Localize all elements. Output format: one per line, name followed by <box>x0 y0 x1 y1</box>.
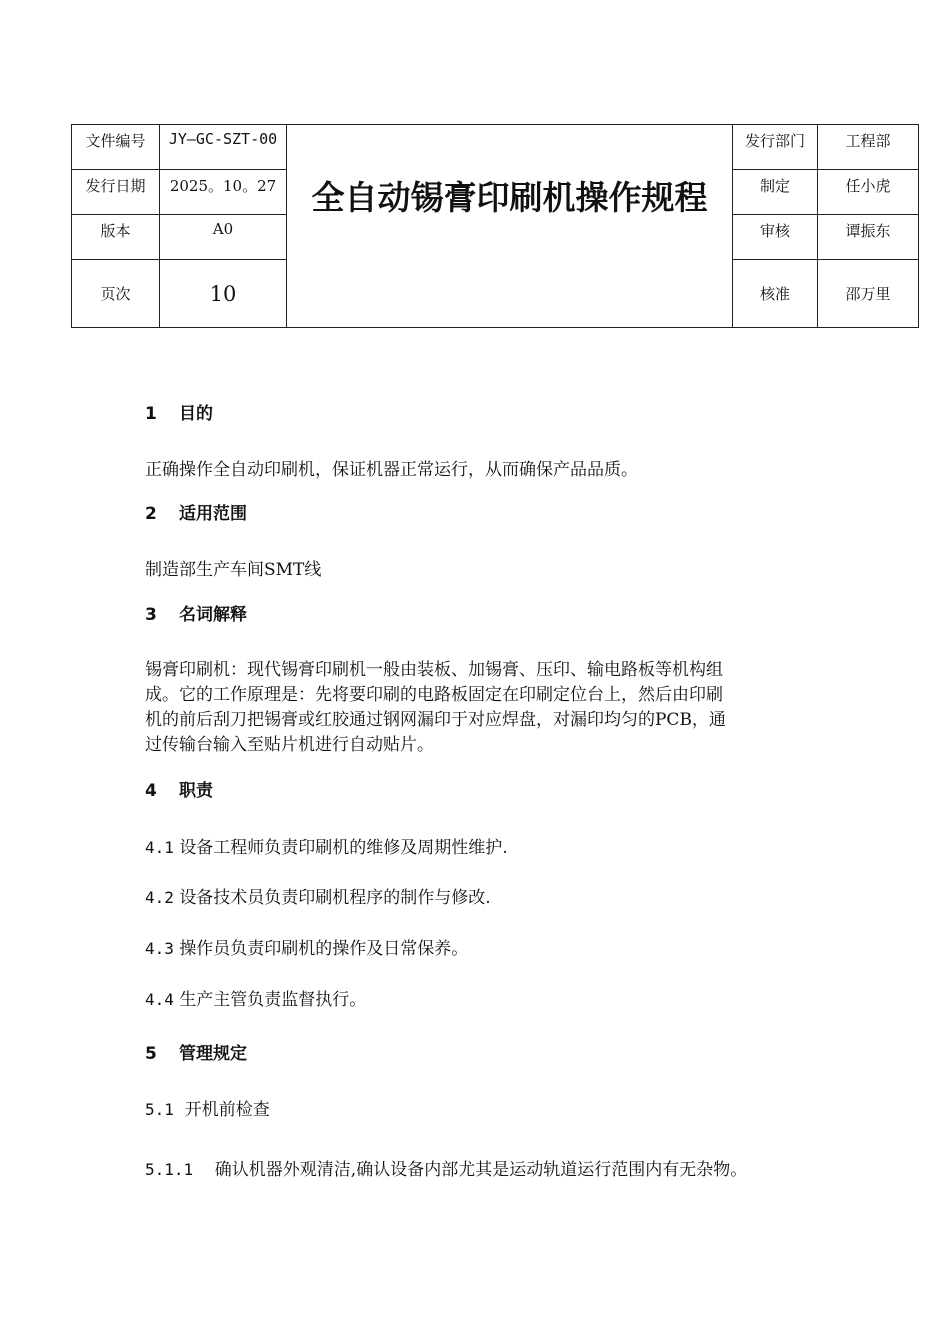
subsection-5-1-1 <box>145 1157 825 1183</box>
duty-item <box>145 936 810 962</box>
section-3-heading <box>145 600 247 625</box>
reviewed-value: 谭振东 <box>818 215 919 260</box>
section-1-text: 正确操作全自动印刷机，保证机器正常运行，从而确保产品品质。 <box>145 460 638 480</box>
section-2-heading <box>145 499 247 524</box>
approved-label: 核准 <box>733 260 818 328</box>
section-2-number: 2 <box>145 504 157 524</box>
section-3-line: 过传输台输入至贴片机进行自动贴片。 <box>145 735 434 755</box>
dept-label: 发行部门 <box>733 125 818 170</box>
duty-item <box>145 835 810 861</box>
duty-item-text: 操作员负责印刷机的操作及日常保养。 <box>179 939 469 959</box>
duty-item-number: 4.1 <box>145 838 174 857</box>
prepared-label: 制定 <box>733 170 818 215</box>
duty-item-text: 设备技术员负责印刷机程序的制作与修改. <box>179 888 491 908</box>
subsection-5-1-1-text: 确认机器外观清洁,确认设备内部尤其是运动轨道运行范围内有无杂物。 <box>214 1160 748 1180</box>
issue-date-label: 发行日期 <box>72 170 160 215</box>
duty-item-text: 生产主管负责监督执行。 <box>179 990 367 1010</box>
page-label: 页次 <box>72 260 160 328</box>
duty-item-number: 4.2 <box>145 888 174 907</box>
duty-item <box>145 885 810 911</box>
section-1-number: 1 <box>145 404 157 424</box>
doc-no-value: JY—GC-SZT-00 <box>160 125 287 170</box>
version-label: 版本 <box>72 215 160 260</box>
reviewed-label: 审核 <box>733 215 818 260</box>
subsection-5-1 <box>145 1097 810 1123</box>
section-1-heading <box>145 399 213 424</box>
section-5-title: 管理规定 <box>179 1044 247 1064</box>
approved-value: 邵万里 <box>818 260 919 328</box>
section-2-title: 适用范围 <box>179 504 247 524</box>
version-value: A0 <box>160 215 287 260</box>
prepared-value: 任小虎 <box>818 170 919 215</box>
section-3-line: 锡膏印刷机：现代锡膏印刷机一般由装板、加锡膏、压印、输电路板等机构组 <box>145 660 723 680</box>
section-2-text: 制造部生产车间SMT线 <box>145 560 322 580</box>
section-5-number: 5 <box>145 1044 157 1064</box>
duty-item <box>145 987 810 1013</box>
dept-value: 工程部 <box>818 125 919 170</box>
section-3-paragraph <box>145 658 810 758</box>
section-1-title: 目的 <box>179 404 213 424</box>
section-3-line: 机的前后刮刀把锡膏或红胶通过钢网漏印于对应焊盘，对漏印均匀的PCB，通 <box>145 710 726 730</box>
subsection-5-1-1-number: 5.1.1 <box>145 1160 194 1179</box>
section-3-number: 3 <box>145 605 157 625</box>
section-3-title: 名词解释 <box>179 605 247 625</box>
duty-item-number: 4.4 <box>145 990 174 1009</box>
section-3-line: 成。它的工作原理是：先将要印刷的电路板固定在印刷定位台上，然后由印刷 <box>145 685 723 705</box>
subsection-5-1-title: 开机前检查 <box>184 1100 270 1120</box>
document-title: 全自动锡膏印刷机操作规程 <box>287 125 733 328</box>
page-value: 10 <box>160 260 287 328</box>
section-4-heading <box>145 776 213 801</box>
duty-item-text: 设备工程师负责印刷机的维修及周期性维护. <box>179 838 508 858</box>
subsection-5-1-number: 5.1 <box>145 1100 174 1119</box>
section-5-heading <box>145 1039 247 1064</box>
section-4-title: 职责 <box>179 781 213 801</box>
duty-item-number: 4.3 <box>145 939 174 958</box>
section-4-number: 4 <box>145 781 157 801</box>
issue-date-value: 2025。10。27 <box>160 170 287 215</box>
doc-no-label: 文件编号 <box>72 125 160 170</box>
document-header-table <box>71 124 919 328</box>
